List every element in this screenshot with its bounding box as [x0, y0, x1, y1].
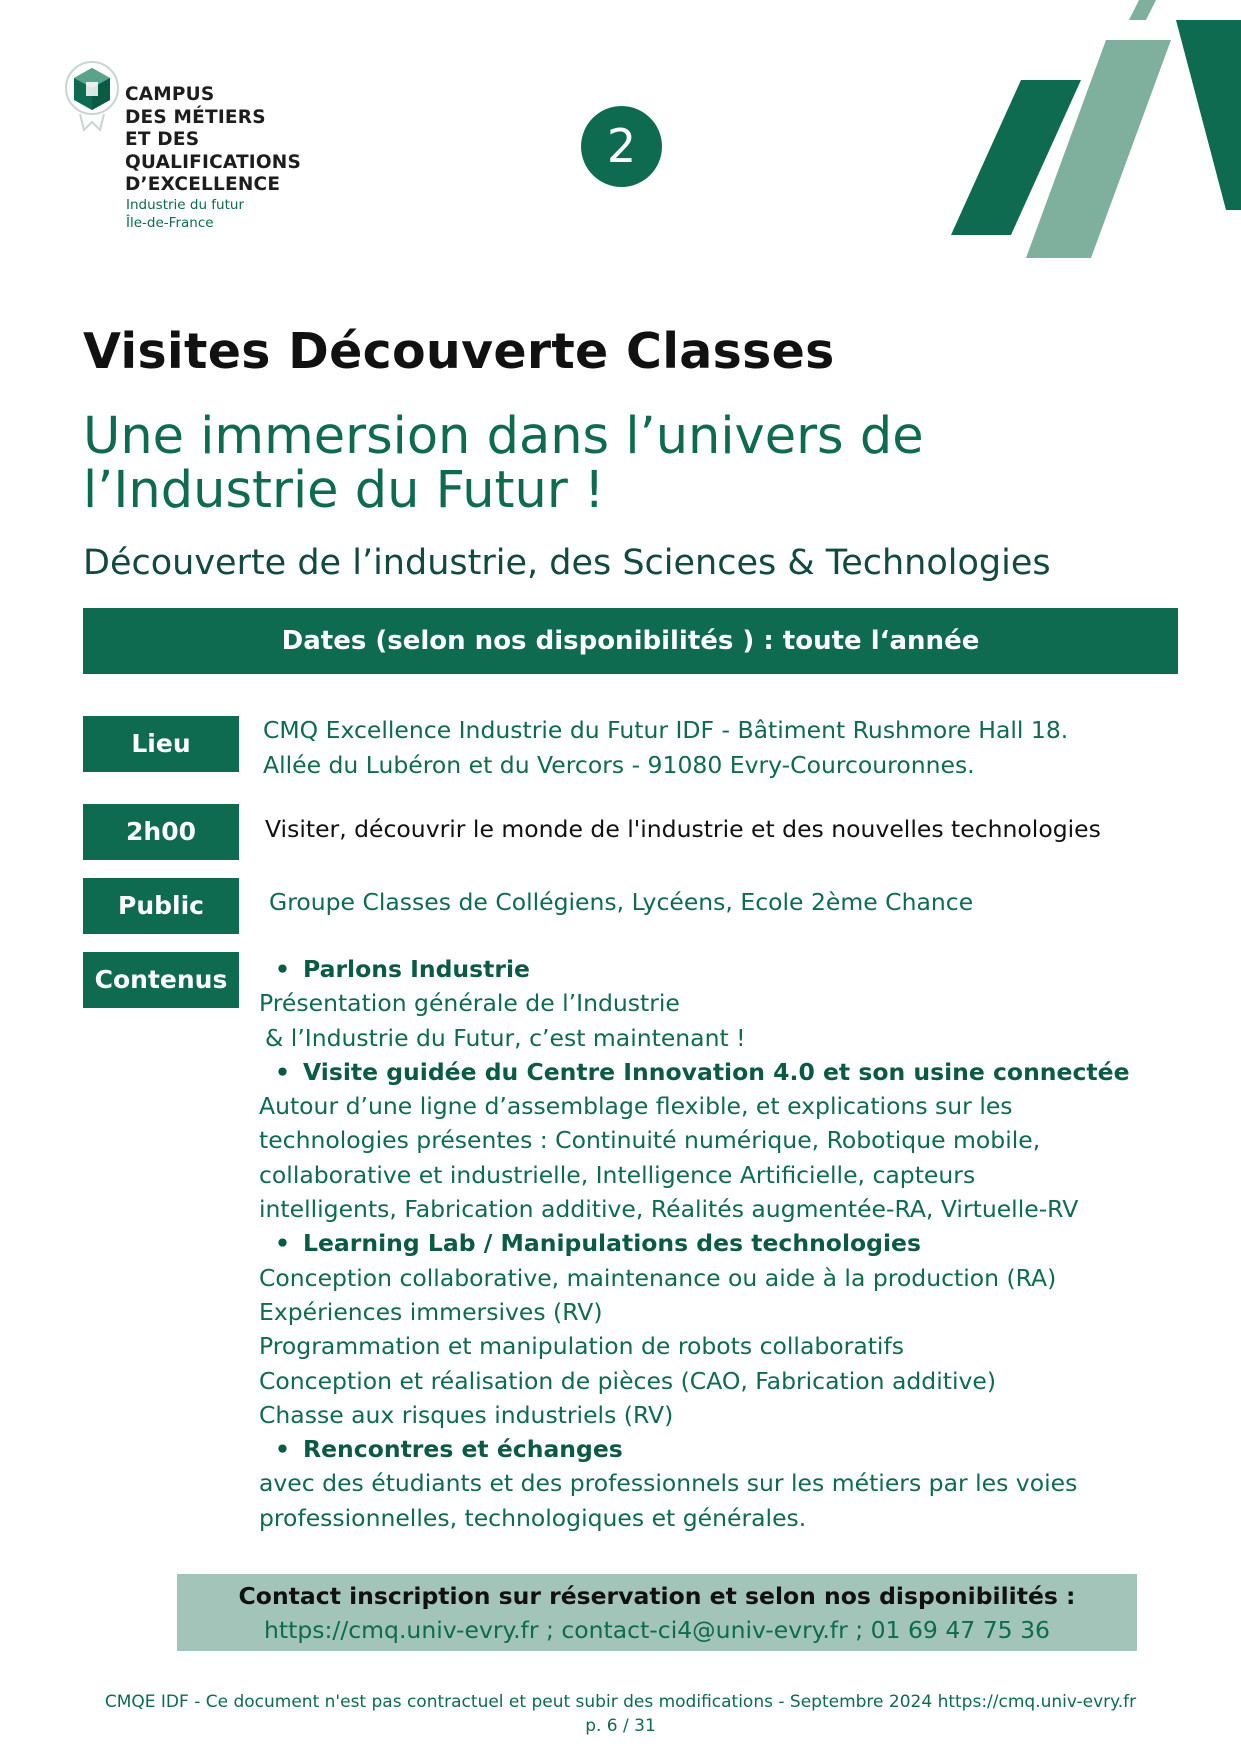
content-line: & l’Industrie du Futur, c’est maintenant ! — [265, 1023, 746, 1052]
content-line: Autour d’une ligne d’assemblage flexible, et explications sur les — [259, 1092, 1013, 1121]
lieu-address — [263, 713, 1068, 783]
page-number: p. 6 / 31 — [585, 1716, 656, 1736]
logo-line: DES MÉTIERS — [125, 106, 266, 128]
bullet-heading: • Learning Lab / Manipulations des technologies — [259, 1226, 1159, 1260]
content-line: Conception collaborative, maintenance ou aide à la production (RA) — [259, 1263, 1057, 1292]
content-line: technologies présentes : Continuité numérique, Robotique mobile, — [259, 1126, 1041, 1155]
content-line: avec des étudiants et des professionnels sur les métiers par les voies — [259, 1469, 1078, 1498]
decorative-stripes — [901, 0, 1241, 270]
content-line: collaborative et industrielle, Intelligence Artificielle, capteurs — [259, 1160, 976, 1189]
cmq-logo-icon — [62, 60, 122, 136]
contact-box — [177, 1574, 1137, 1651]
bullet-heading: • Rencontres et échanges — [259, 1432, 1159, 1466]
tag-lieu: Lieu — [83, 716, 239, 772]
page-subtitle: Une immersion dans l’univers de l’Industrie du Futur ! — [83, 407, 924, 520]
logo-line: D’EXCELLENCE — [125, 174, 281, 195]
content-line: Programmation et manipulation de robots collaboratifs — [259, 1332, 904, 1361]
bullet-heading: • Parlons Industrie — [259, 952, 1159, 986]
address-line: Allée du Lubéron et du Vercors - 91080 Evry-Courcouronnes. — [263, 751, 975, 779]
address-line: CMQ Excellence Industrie du Futur IDF - Bâtiment Rushmore Hall 18. — [263, 716, 1069, 744]
logo-sub-line: Île-de-France — [126, 215, 214, 231]
content-line: Présentation générale de l’Industrie — [259, 989, 680, 1018]
tag-duration: 2h00 — [83, 804, 239, 860]
content-line: Conception et réalisation de pièces (CAO, Fabrication additive) — [259, 1366, 997, 1395]
content-line: Chasse aux risques industriels (RV) — [259, 1400, 674, 1429]
footer — [0, 1690, 1241, 1738]
footer-disclaimer: CMQE IDF - Ce document n'est pas contractuel et peut subir des modifications - Septembre 2024 https://cmq.univ-evry.fr — [104, 1692, 1137, 1712]
tag-public: Public — [83, 878, 239, 934]
contact-title: Contact inscription sur réservation et selon nos disponibilités : — [238, 1582, 1076, 1610]
tag-contenus: Contenus — [83, 952, 239, 1008]
duration-text: Visiter, découvrir le monde de l'industrie et des nouvelles technologies — [265, 815, 1101, 843]
logo-line: ET DES — [125, 129, 200, 150]
logo-line: CAMPUS — [125, 84, 215, 105]
logo-subtitle — [126, 196, 244, 232]
logo-line: QUALIFICATIONS — [125, 151, 301, 173]
contact-links[interactable]: https://cmq.univ-evry.fr ; contact-ci4@univ-evry.fr ; 01 69 47 75 36 — [264, 1616, 1050, 1644]
content-line: professionnelles, technologiques et générales. — [259, 1503, 807, 1532]
contents-list — [259, 952, 1159, 1535]
section-number-badge: 2 — [581, 106, 662, 187]
public-text: Groupe Classes de Collégiens, Lycéens, Ecole 2ème Chance — [269, 888, 974, 916]
content-line: intelligents, Fabrication additive, Réalités augmentée-RA, Virtuelle-RV — [259, 1195, 1079, 1224]
logo-wordmark — [125, 84, 301, 197]
content-line: Expériences immersives (RV) — [259, 1297, 603, 1326]
logo-sub-line: Industrie du futur — [126, 197, 245, 213]
page-title: Visites Découverte Classes — [83, 323, 835, 380]
page-tagline: Découverte de l’industrie, des Sciences & Technologies — [83, 543, 1051, 583]
bullet-heading: • Visite guidée du Centre Innovation 4.0 et son usine connectée — [259, 1055, 1159, 1089]
dates-banner: Dates (selon nos disponibilités ) : toute l‘année — [83, 608, 1178, 674]
